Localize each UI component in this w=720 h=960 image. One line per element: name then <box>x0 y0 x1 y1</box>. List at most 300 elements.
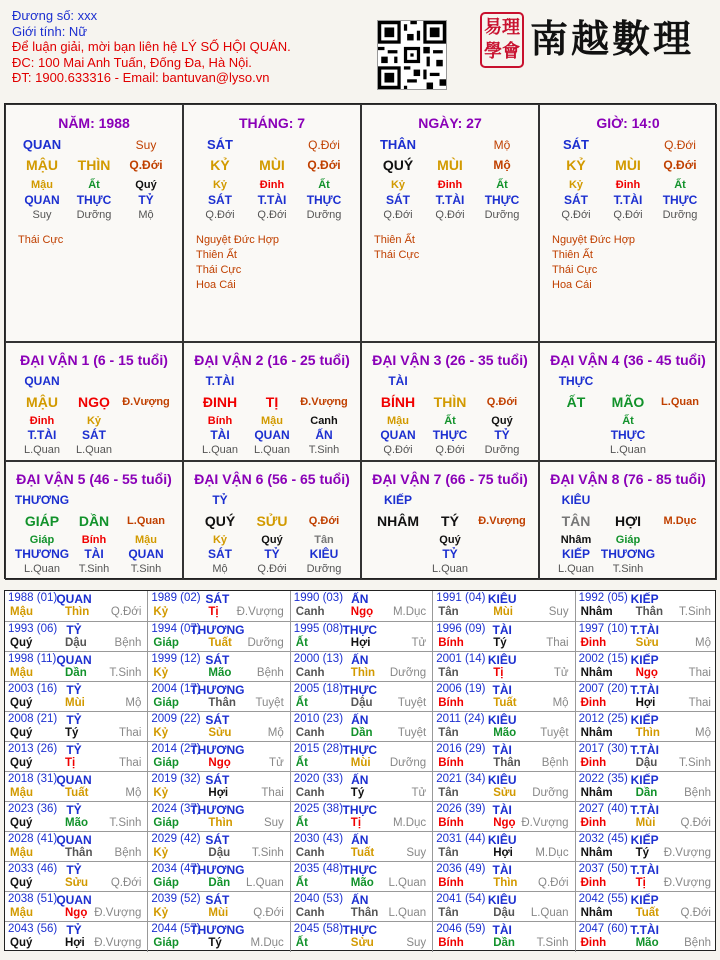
year-stem: Nhâm <box>580 727 613 739</box>
year-branch: Thân <box>493 757 521 769</box>
year-stem: Ất <box>295 937 308 949</box>
star-name: Thiên Ất <box>374 234 415 246</box>
dai-van-5 <box>5 461 183 580</box>
year-cell <box>5 742 147 772</box>
pillar-stars <box>374 233 419 263</box>
year-god: QUAN <box>56 893 92 907</box>
year-cell <box>5 832 147 862</box>
year-cell <box>432 922 574 952</box>
year-cell <box>5 622 147 652</box>
hidden-god: THỰC <box>306 193 342 207</box>
year-branch: Tý <box>208 937 222 949</box>
brand-logo: 南越數理 <box>530 16 695 61</box>
year-label: 2001 (14) <box>436 653 486 665</box>
year-branch: Hợi <box>635 697 656 709</box>
year-god: T.TÀI <box>630 743 659 757</box>
year-branch: Mão <box>350 877 374 889</box>
pillar-title: THÁNG: 7 <box>238 115 306 131</box>
year-label: 2017 (30) <box>578 743 628 755</box>
year-label: 1989 (02) <box>151 592 201 604</box>
year-cell <box>290 892 432 922</box>
year-cell <box>432 892 574 922</box>
year-god: ẤN <box>351 653 369 667</box>
year-stem: Canh <box>295 727 325 739</box>
year-branch: Sửu <box>65 877 89 889</box>
year-branch: Dần <box>350 727 373 739</box>
year-stem: Mậu <box>10 907 33 919</box>
hidden-stem: Quý <box>491 415 513 427</box>
year-state: Dưỡng <box>389 667 427 679</box>
star-name: Thái Cực <box>552 264 598 276</box>
year-stem: Đinh <box>580 697 607 709</box>
year-branch: Sửu <box>350 937 374 949</box>
year-god: THỰC <box>342 803 378 817</box>
dai-van-can: ẤT <box>566 394 586 410</box>
year-cell <box>5 682 147 712</box>
year-branch: Dậu <box>635 757 658 769</box>
year-state: Đ.Vượng <box>663 877 711 889</box>
year-branch: Tý <box>635 847 650 859</box>
year-label: 2007 (20) <box>578 683 628 695</box>
year-label: 2039 (52) <box>151 893 201 905</box>
hidden-god: TỶ <box>494 428 510 442</box>
pillar-4 <box>539 104 717 342</box>
year-label: 2015 (28) <box>293 743 344 755</box>
dai-van-chi: HỢI <box>615 513 641 529</box>
year-stem: Tân <box>438 606 459 618</box>
year-state: Bệnh <box>684 937 711 949</box>
year-god: T.TÀI <box>630 863 659 877</box>
year-god: KIÊU <box>487 773 517 787</box>
year-stem: Ất <box>295 757 308 769</box>
year-row <box>5 891 715 921</box>
year-label: 2008 (21) <box>8 713 58 725</box>
dai-van-title: ĐẠI VẬN 2 (16 - 25 tuổi) <box>194 352 350 368</box>
year-stem: Quý <box>10 877 33 889</box>
year-state: T.Sinh <box>679 606 711 618</box>
year-branch: Dậu <box>208 847 231 859</box>
year-god: T.TÀI <box>630 623 659 637</box>
life-stage: Q.Đới <box>435 444 465 456</box>
pillar-god: SÁT <box>207 137 233 152</box>
year-branch: Dậu <box>493 907 515 919</box>
year-branch: Thìn <box>208 817 233 829</box>
year-label: 2006 (19) <box>436 683 486 695</box>
year-cell <box>147 802 289 832</box>
life-stage: L.Quan <box>75 444 113 456</box>
year-stem: Kỷ <box>153 787 169 799</box>
year-branch: Tị <box>65 757 76 769</box>
year-god: THƯƠNG <box>190 803 245 817</box>
year-state: Q.Đới <box>110 606 142 618</box>
year-cell <box>432 622 574 652</box>
year-row <box>5 711 715 741</box>
year-cell <box>147 712 289 742</box>
pillar-2 <box>183 104 361 342</box>
year-label: 2022 (35) <box>578 773 628 785</box>
gioi-tinh: Giới tính: Nữ <box>12 23 88 39</box>
pillar-can: QUÝ <box>382 157 414 173</box>
dai-van-7 <box>361 461 539 580</box>
year-god: TỶ <box>66 863 82 877</box>
year-stem: Bính <box>438 877 464 889</box>
year-cell <box>147 652 289 682</box>
year-label: 2024 (37) <box>151 803 201 815</box>
hidden-god: T.TÀI <box>435 193 465 207</box>
year-cell <box>575 742 717 772</box>
hidden-god: THỰC <box>662 193 698 207</box>
year-god: THƯƠNG <box>190 743 245 757</box>
dai-van-can: TÂN <box>561 513 591 529</box>
year-cell <box>147 622 289 652</box>
qr-code-icon <box>377 20 447 90</box>
year-cell <box>5 772 147 802</box>
year-god: TÀI <box>492 743 512 757</box>
year-label: 2000 (13) <box>293 653 344 665</box>
pillar-title: NGÀY: 27 <box>418 115 482 131</box>
year-branch: Dần <box>208 877 231 889</box>
life-stage: Q.Đới <box>561 209 591 221</box>
year-branch: Ngọ <box>350 606 374 618</box>
year-state: Đ.Vượng <box>94 907 142 919</box>
year-state: Tuyệt <box>397 697 427 709</box>
star-name: Thiên Ất <box>552 249 593 261</box>
year-god: KIÊU <box>487 893 517 907</box>
year-label: 2028 (41) <box>8 833 58 845</box>
dai-van-can: QUÝ <box>204 513 236 529</box>
year-state: Suy <box>406 847 427 859</box>
year-god: QUAN <box>56 653 92 667</box>
life-stage: Dưỡng <box>76 209 112 221</box>
year-label: 2029 (42) <box>151 833 201 845</box>
year-branch: Tuất <box>635 907 660 919</box>
year-label: 2025 (38) <box>293 803 344 815</box>
life-stage: L.Quan <box>23 444 61 456</box>
year-stem: Nhâm <box>580 667 613 679</box>
hidden-god: QUAN <box>128 547 164 561</box>
year-god: THỰC <box>342 863 378 877</box>
year-god: SÁT <box>205 653 230 667</box>
hidden-stem: Ất <box>496 179 508 191</box>
year-state: Đ.Vượng <box>521 817 569 829</box>
year-stem: Bính <box>438 937 464 949</box>
year-state: Dưỡng <box>532 787 569 799</box>
year-state: Đ.Vượng <box>236 606 284 618</box>
year-state: Đ.Vượng <box>94 937 142 949</box>
year-branch: Ngọ <box>65 907 88 919</box>
year-cell <box>432 862 574 892</box>
dai-van-god: TÀI <box>388 374 408 388</box>
year-branch: Hợi <box>493 847 513 859</box>
year-state: Tử <box>553 667 569 679</box>
year-god: KIÊU <box>487 653 517 667</box>
pillar-chi: MÙI <box>437 157 463 173</box>
pillar-chi-state: Mộ <box>493 158 511 172</box>
year-label: 2042 (55) <box>578 893 628 905</box>
life-stage: Q.Đới <box>613 209 643 221</box>
year-god: TỶ <box>66 683 82 697</box>
dai-van-chi: NGỌ <box>78 394 110 410</box>
pillar-title: GIỜ: 14:0 <box>596 115 660 131</box>
hidden-god: TỶ <box>442 547 458 561</box>
year-cell <box>147 922 289 952</box>
year-row <box>5 741 715 771</box>
year-cell <box>575 652 717 682</box>
year-cell <box>5 892 147 922</box>
hidden-stem: Ất <box>444 415 456 427</box>
hidden-stem: Ất <box>88 179 100 191</box>
year-god: SÁT <box>205 713 230 727</box>
dai-van-can: GIÁP <box>24 513 60 529</box>
year-god: KIÊU <box>487 713 517 727</box>
year-stem: Bính <box>438 697 464 709</box>
year-god: KIÊU <box>487 833 517 847</box>
year-stem: Giáp <box>153 877 179 889</box>
hidden-stem: Kỷ <box>212 179 228 191</box>
year-branch: Dần <box>493 937 515 949</box>
year-god: THƯƠNG <box>190 923 245 937</box>
year-state: Tử <box>411 787 427 799</box>
life-stage: Suy <box>32 209 52 221</box>
pillar-can: KỶ <box>210 157 230 173</box>
pillar-chi: MÙI <box>615 157 641 173</box>
dai-van-can: MẬU <box>26 394 58 410</box>
year-label: 2041 (54) <box>436 893 486 905</box>
year-label: 1998 (11) <box>8 653 57 665</box>
year-branch: Sửu <box>635 637 659 649</box>
hidden-god: KIÊU <box>309 547 339 561</box>
year-stem: Kỷ <box>153 847 169 859</box>
year-state: Tuyệt <box>540 727 569 739</box>
hidden-god: T.TÀI <box>27 428 57 442</box>
year-label: 1990 (03) <box>293 592 344 604</box>
hidden-stem: Đinh <box>29 415 55 427</box>
year-god: ẤN <box>351 833 369 847</box>
year-stem: Ất <box>295 817 308 829</box>
year-cell <box>575 862 717 892</box>
year-cell <box>432 712 574 742</box>
pillar-stars <box>196 233 279 293</box>
year-branch: Tị <box>208 606 219 618</box>
year-state: Q.Đới <box>680 817 711 829</box>
year-cell <box>432 832 574 862</box>
year-branch: Hợi <box>65 937 85 949</box>
life-stage: Q.Đới <box>257 209 287 221</box>
year-state: Q.Đới <box>538 877 569 889</box>
year-state: M.Dục <box>250 937 284 949</box>
dai-van-chi: THÌN <box>433 394 467 410</box>
year-state: Dưỡng <box>389 757 427 769</box>
year-row <box>5 681 715 711</box>
dai-van-state: L.Quan <box>661 396 699 408</box>
year-stem: Tân <box>438 727 459 739</box>
dai-van-can: NHÂM <box>377 513 419 529</box>
year-state: Q.Đới <box>253 907 284 919</box>
life-stage: Q.Đới <box>257 563 287 575</box>
year-label: 2043 (56) <box>8 923 58 935</box>
dai-van-can: ĐINH <box>202 394 238 410</box>
year-cell <box>432 652 574 682</box>
dai-van-chi: SỬU <box>256 513 288 529</box>
year-branch: Mão <box>208 667 232 679</box>
hidden-god: SÁT <box>208 193 232 207</box>
year-stem: Tân <box>438 847 459 859</box>
year-row <box>5 831 715 861</box>
dai-van-state: Đ.Vượng <box>300 396 348 408</box>
year-state: T.Sinh <box>536 937 569 949</box>
year-branch: Tị <box>635 877 646 889</box>
year-branch: Tị <box>350 817 362 829</box>
pillar-god-state: Mộ <box>493 138 511 152</box>
year-stem: Kỷ <box>153 606 169 618</box>
year-god: KIẾP <box>630 833 659 847</box>
year-label: 2034 (47) <box>151 863 201 875</box>
hidden-god: THỰC <box>610 428 646 442</box>
hidden-stem: Mậu <box>387 415 409 427</box>
year-god: TỶ <box>66 743 82 757</box>
seal-stamp-icon: 易理 學會 <box>480 12 524 68</box>
year-state: Thai <box>261 787 284 799</box>
year-state: Suy <box>263 817 284 829</box>
year-cell <box>147 591 289 621</box>
hidden-god: THỰC <box>484 193 520 207</box>
year-branch: Mùi <box>493 606 513 618</box>
year-god: KIẾP <box>630 713 659 727</box>
year-cell <box>290 862 432 892</box>
ma-so: Đương số: xxx <box>12 8 98 23</box>
pillar-god-state: Suy <box>135 138 157 152</box>
star-name: Thái Cực <box>18 234 64 246</box>
year-god: KIẾP <box>630 592 659 606</box>
dai-van-god: THƯƠNG <box>14 493 70 507</box>
year-state: Mộ <box>695 727 711 739</box>
life-stage: T.Sinh <box>612 563 644 575</box>
star-name: Hoa Cái <box>552 279 592 291</box>
year-state: Bệnh <box>114 637 142 649</box>
year-state: Bệnh <box>256 667 284 679</box>
year-stem: Nhâm <box>580 787 613 799</box>
year-branch: Mùi <box>635 817 656 829</box>
year-cell <box>147 892 289 922</box>
year-stem: Giáp <box>153 637 179 649</box>
pillar-chi: THÌN <box>77 157 111 173</box>
year-stem: Đinh <box>580 757 607 769</box>
dai-van-3 <box>361 342 539 461</box>
life-stage: Dưỡng <box>484 444 520 456</box>
year-label: 1994 (07) <box>151 623 201 635</box>
year-god: THỰC <box>342 743 378 757</box>
year-row <box>5 651 715 681</box>
life-stage: Dưỡng <box>484 209 520 221</box>
hidden-stem: Đinh <box>437 179 463 191</box>
year-god: ẤN <box>351 592 369 606</box>
year-god: QUAN <box>56 833 92 847</box>
year-stem: Mậu <box>10 667 33 679</box>
year-label: 2018 (31) <box>8 773 58 785</box>
year-branch: Ngọ <box>208 757 231 769</box>
life-stage: T.Sinh <box>308 444 340 456</box>
pillar-can: MẬU <box>26 157 58 173</box>
dai-van-title: ĐẠI VẬN 1 (6 - 15 tuổi) <box>20 352 168 368</box>
year-cell <box>5 922 147 952</box>
hidden-god: ẤN <box>315 428 333 442</box>
year-state: T.Sinh <box>679 757 711 769</box>
year-stem: Bính <box>438 637 464 649</box>
pillar-god: QUAN <box>22 137 62 152</box>
year-god: KIẾP <box>630 653 659 667</box>
year-god: SÁT <box>205 833 230 847</box>
year-branch: Thìn <box>350 667 376 679</box>
year-cell <box>5 712 147 742</box>
year-state: Thai <box>688 667 711 679</box>
year-stem: Giáp <box>153 757 179 769</box>
year-stem: Mậu <box>10 606 33 618</box>
year-label: 2023 (36) <box>8 803 58 815</box>
life-stage: Q.Đới <box>205 209 235 221</box>
year-state: Thai <box>119 727 142 739</box>
dai-van-title: ĐẠI VẬN 8 (76 - 85 tuổi) <box>550 471 706 487</box>
year-branch: Tý <box>65 727 79 739</box>
dai-van-god: THỰC <box>558 374 594 388</box>
pillar-chi-state: Q.Đới <box>307 158 341 172</box>
life-stage: L.Quan <box>609 444 647 456</box>
star-name: Nguyệt Đức Hợp <box>552 234 636 246</box>
year-label: 1995 (08) <box>293 623 344 635</box>
year-stem: Quý <box>10 637 33 649</box>
hidden-god: THƯƠNG <box>14 547 70 561</box>
year-label: 2045 (58) <box>293 923 344 935</box>
pillar-title: NĂM: 1988 <box>58 115 130 131</box>
dai-van-state: Q.Đới <box>486 396 518 408</box>
year-stem: Quý <box>10 817 33 829</box>
year-label: 2005 (18) <box>293 683 344 695</box>
year-state: Bệnh <box>541 757 569 769</box>
year-label: 2002 (15) <box>578 653 628 665</box>
pillar-god-state: Q.Đới <box>308 138 340 152</box>
year-branch: Tuất <box>493 697 517 709</box>
year-god: TÀI <box>492 863 512 877</box>
year-label: 2004 (17) <box>151 683 201 695</box>
year-god: TỶ <box>66 923 82 937</box>
year-branch: Mùi <box>208 907 229 919</box>
year-branch: Hợi <box>208 787 229 799</box>
dai-van-chi: TÝ <box>441 513 459 529</box>
hidden-stem: Quý <box>261 534 283 546</box>
year-stem: Kỷ <box>153 667 169 679</box>
year-label: 2003 (16) <box>8 683 58 695</box>
year-branch: Mão <box>65 817 88 829</box>
year-label: 2012 (25) <box>578 713 628 725</box>
year-branch: Thân <box>65 847 93 859</box>
year-state: Mộ <box>125 697 142 709</box>
year-cell <box>432 802 574 832</box>
year-branch: Thìn <box>635 727 660 739</box>
year-god: TỶ <box>66 623 82 637</box>
year-stem: Nhâm <box>580 847 613 859</box>
year-god: SÁT <box>205 893 230 907</box>
year-label: 2038 (51) <box>8 893 58 905</box>
dai-van-2 <box>183 342 361 461</box>
year-row <box>5 801 715 831</box>
pillar-stars <box>552 233 635 293</box>
hidden-god: QUAN <box>254 428 290 442</box>
hidden-god: TỶ <box>264 547 280 561</box>
hidden-god: SÁT <box>386 193 410 207</box>
year-state: Mộ <box>125 787 142 799</box>
hidden-stem: Ất <box>674 179 686 191</box>
life-stage: L.Quan <box>253 444 291 456</box>
year-stem: Canh <box>295 667 325 679</box>
